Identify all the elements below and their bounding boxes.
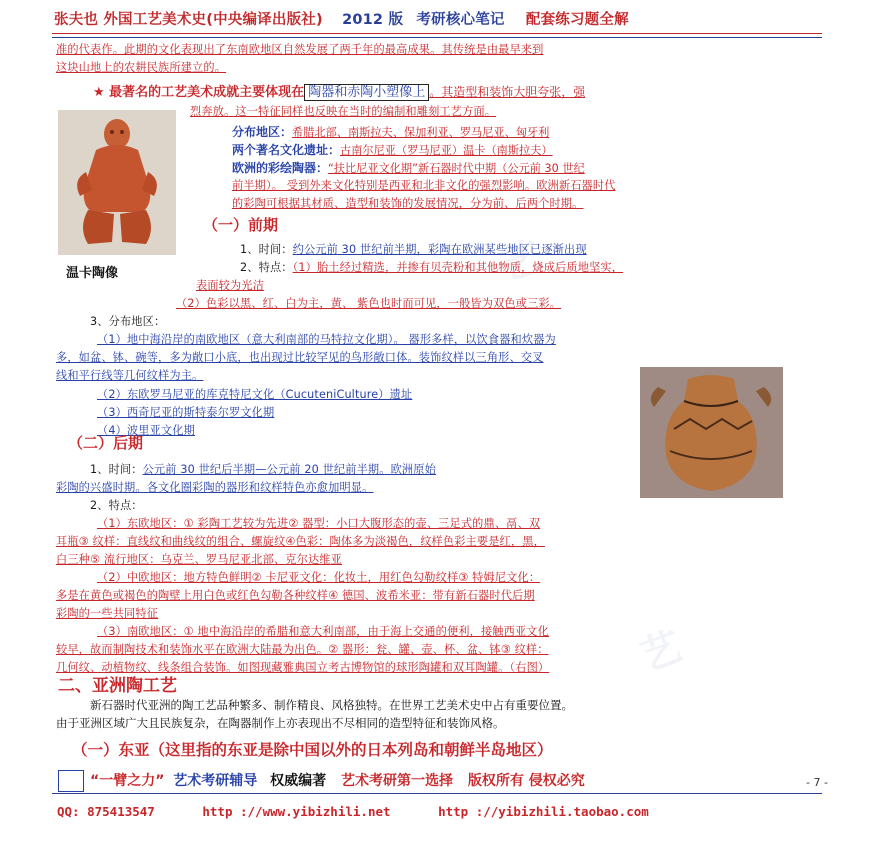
late-south: 几何纹、动植物纹、线条组合装饰。如图现藏雅典国立考古博物馆的球形陶罐和双耳陶罐。（右图） <box>56 661 550 674</box>
early-feature-3: （2）色彩以黑、红、白为主，黄、 紫色也时而可见，一般皆为双色或三彩。 <box>176 297 562 310</box>
page-header <box>54 8 629 29</box>
achievement-lead: ★ 最著名的工艺美术成就主要体现在 <box>93 85 305 100</box>
early-feature-text: （1）胎土经过精选，并掺有贝壳粉和其他物质，烧成后质地坚实， <box>292 261 624 274</box>
early-time-text: 约公元前 30 世纪前半期，彩陶在欧洲某些地区已逐渐出现 <box>292 243 587 256</box>
sites-text: 古南尔尼亚（罗马尼亚）温卡（南斯拉夫） <box>340 144 553 157</box>
figurine-image <box>58 110 176 255</box>
late-central: 彩陶的一些共同特征 <box>56 607 159 620</box>
footer-a: 权威编著 <box>270 773 327 789</box>
footer-c: 版权所有 侵权必究 <box>467 773 585 789</box>
late-time-text2: 彩陶的兴盛时期。各文化圈彩陶的器形和纹样特色亦愈加明显。 <box>56 481 374 494</box>
footer-url2[interactable]: http ://yibizhili.taobao.com <box>438 804 649 819</box>
distribution-line <box>232 123 549 140</box>
late-east: 耳瓶③ 纹样：直线纹和曲线纹的组合、螺旋纹④色彩：陶体多为淡褐色，纹样色彩主要是红，黑， <box>56 535 545 548</box>
late-east: （1）东欧地区：① 彩陶工艺较为先进② 器型：小口大腹形态的壶、三足式的鼎、鬲、双 <box>97 517 541 530</box>
east-asia-title: （一）东亚（这里指的东亚是除中国以外的日本列岛和朝鲜半岛地区） <box>72 741 553 759</box>
header-rule <box>52 33 822 34</box>
watermark: 艺 <box>634 623 688 681</box>
early-dist-label: 3、分布地区： <box>90 315 166 328</box>
asia-paragraph: 新石器时代亚洲的陶工艺品种繁多、制作精良、风格独特。在世界工艺美术史中占有重要位置。 <box>90 698 573 712</box>
header-left: 张夫也 外国工艺美术史(中央编译出版社) <box>54 12 323 28</box>
early-feature-text2: 表面较为光洁 <box>196 279 265 292</box>
early-dist-1: 多，如盆、钵、碗等，多为敞口小底，也出现过比较罕见的鸟形敞口体。装饰纹样以三角形、交叉 <box>56 351 544 364</box>
intro-line: 准的代表作。此期的文化表现出了东南欧地区自然发展了两千年的最高成果。其传统是由最早来到 <box>56 43 544 56</box>
figurine-caption: 温卡陶像 <box>66 266 119 281</box>
vase-image <box>640 367 783 498</box>
late-east: 白三种⑤ 流行地区：乌克兰、罗马尼亚北部、克尔达维亚 <box>56 553 342 566</box>
late-south: （3）南欧地区：① 地中海沿岸的希腊和意大利南部，由于海上交通的便利，接触西亚文化 <box>97 625 549 638</box>
footer-brand: “一臂之力” <box>90 773 165 789</box>
achievement-line2: 烈奔放。这一特征同样也反映在当时的编制和雕刻工艺方面。 <box>190 105 497 118</box>
late-central: 多是在黄色或褐色的陶壁上用白色或红色勾勒各种纹样④ 德国、波希米亚：带有新石器时代后期 <box>56 589 535 602</box>
distribution-label: 分布地区： <box>232 125 293 139</box>
painted-line2: 前半期）。 受到外来文化特别是西亚和北非文化的强烈影响。欧洲新石器时代 <box>232 179 616 192</box>
early-dist-3: （3）西奇尼亚的斯特泰尔罗文化期 <box>97 406 275 419</box>
early-dist-1: 线和平行线等几何纹样为主。 <box>56 369 204 382</box>
achievement-line <box>93 81 585 100</box>
achievement-tail: 。其造型和装饰大胆夸张，强 <box>429 85 586 99</box>
footer-contact <box>57 804 649 819</box>
watermark: 艺 <box>494 233 548 291</box>
painted-line <box>232 159 585 176</box>
vase-photo <box>640 367 783 498</box>
late-central: （2）中欧地区：地方特色鲜明② 卡尼亚文化：化妆土，用红色勾勒纹样③ 特姆尼文化： <box>97 571 541 584</box>
late-time-label: 1、时间： <box>90 463 143 476</box>
painted-line3: 的彩陶可根据其材质、造型和装饰的发展情况，分为前、后两个时期。 <box>232 197 584 210</box>
asia-paragraph: 由于亚洲区域广大且民族复杂，在陶器制作上亦表现出不尽相同的造型特征和装饰风格。 <box>56 716 505 730</box>
distribution-text: 希腊北部、南斯拉夫、保加利亚、罗马尼亚、匈牙利 <box>292 126 550 139</box>
late-title: （二）后期 <box>68 434 144 452</box>
achievement-boxed: 陶器和赤陶小塑像上 <box>304 84 429 101</box>
brand-logo-icon <box>58 770 84 792</box>
early-feature <box>240 259 623 275</box>
header-right: 配套练习题全解 <box>525 12 629 28</box>
late-time <box>90 461 436 477</box>
painted-text: “扶比尼亚文化期”新石器时代中期（公元前 30 世纪 <box>328 162 585 175</box>
painted-label: 欧洲的彩绘陶器： <box>232 161 329 175</box>
sites-line <box>232 141 553 158</box>
footer-b: 艺术考研第一选择 <box>341 773 454 789</box>
header-year: 2012 版 <box>342 12 404 28</box>
early-feature-label: 2、特点： <box>240 261 293 274</box>
footer-url1[interactable]: http ://www.yibizhili.net <box>202 804 391 819</box>
late-south: 较早，故而制陶技术和装饰水平在欧洲大陆最为出色。② 器形：瓮、罐、壶、杯、盆、钵③ 纹样： <box>56 643 549 656</box>
footer-banner <box>90 770 585 790</box>
page-number: - 7 - <box>806 776 828 789</box>
header-notes: 考研核心笔记 <box>416 12 505 28</box>
early-dist-4: （4）波里亚文化期 <box>97 424 195 437</box>
early-dist-1: （1）地中海沿岸的南欧地区（意大利南部的马特拉文化期）。 器形多样，以饮食器和炊器为 <box>97 333 556 346</box>
asia-title: 二、亚洲陶工艺 <box>58 676 177 696</box>
figurine-photo <box>58 110 176 255</box>
header-rule <box>52 37 822 38</box>
footer-qq: QQ: 875413547 <box>57 804 155 819</box>
early-time <box>240 241 587 257</box>
late-time-text: 公元前 30 世纪后半期—公元前 20 世纪前半期。欧洲原始 <box>142 463 436 476</box>
early-time-label: 1、时间： <box>240 243 293 256</box>
early-dist-2: （2）东欧罗马尼亚的库克特尼文化（CucuteniCulture）遗址 <box>97 388 413 401</box>
late-feature-label: 2、特点： <box>90 499 143 512</box>
footer-series: 艺术考研辅导 <box>173 773 258 789</box>
sites-label: 两个著名文化遗址： <box>232 143 341 157</box>
early-title: （一）前期 <box>203 216 279 234</box>
footer-rule <box>52 793 822 794</box>
intro-line: 这块山地上的农耕民族所建立的。 <box>56 61 227 74</box>
